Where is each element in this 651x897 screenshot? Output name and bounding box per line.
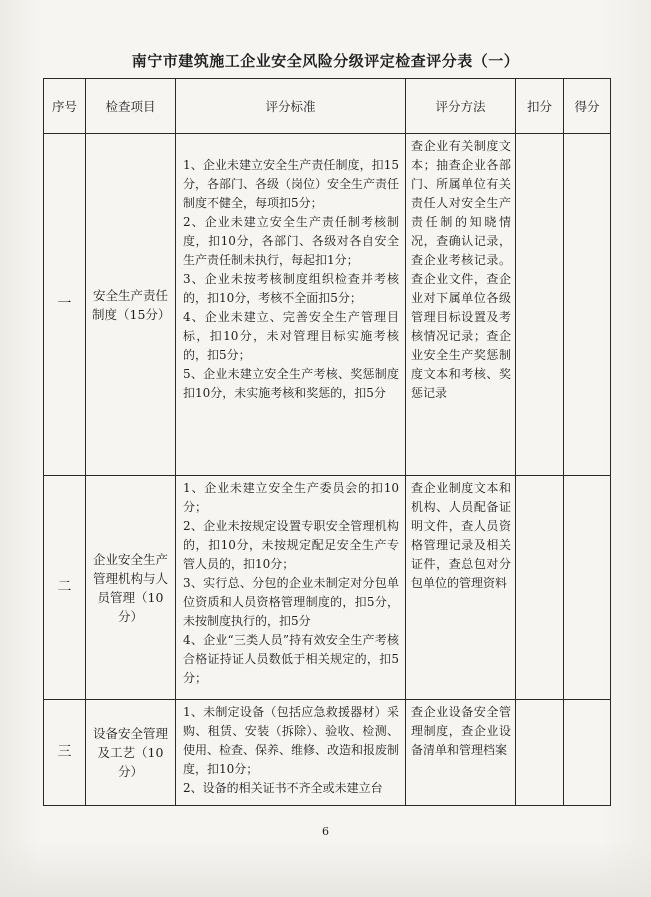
scoring-standard: [176, 134, 406, 476]
header-score: 得分: [564, 79, 611, 134]
score-cell: [564, 700, 611, 806]
standard-clause: 3、企业未按考核制度组织检查并考核的，扣10分，考核不全面扣5分；: [183, 272, 399, 305]
row-number: 一: [44, 134, 86, 476]
table-row: [44, 700, 611, 806]
scoring-standard: [176, 700, 406, 806]
standard-clause: 5、企业未建立安全生产考核、奖惩制度扣10分，未实施考核和奖惩的，扣5分: [183, 367, 399, 400]
scan-shadow: [0, 840, 651, 897]
header-deduct: 扣分: [516, 79, 564, 134]
table-row: [44, 476, 611, 700]
deduct-cell: [516, 700, 564, 806]
standard-clause: 2、企业未建立安全生产责任制考核制度，扣10分，各部门、各级对各自安全生产责任制未执行，每起扣1分；: [183, 215, 399, 267]
standard-clause: 2、设备的相关证书不齐全或未建立台: [183, 781, 383, 795]
page-title: 南宁市建筑施工企业安全风险分级评定检查评分表（一）: [131, 52, 520, 70]
standard-clause: 1、未制定设备（包括应急救援器材）采购、租赁、安装（拆除）、验收、检测、使用、检查、保养、维修、改造和报废制度，扣10分；: [183, 705, 400, 776]
header-standard: 评分标准: [176, 79, 406, 134]
header-method: 评分方法: [406, 79, 516, 134]
table-header-row: [44, 79, 611, 134]
check-item: 设备安全管理及工艺（10分）: [86, 700, 176, 806]
check-item: 安全生产责任制度（15分）: [86, 134, 176, 476]
header-item: 检查项目: [86, 79, 176, 134]
row-number: 三: [44, 700, 86, 806]
scoring-method: 查企业制度文本和机构、人员配备证明文件，查人员资格管理记录及相关证件，查总包对分包单位的管理资料: [406, 476, 516, 700]
deduct-cell: [516, 134, 564, 476]
table-row: [44, 134, 611, 476]
row-number: 二: [44, 476, 86, 700]
standard-clause: 1、企业未建立安全生产责任制度，扣15分，各部门、各级（岗位）安全生产责任制度不健全，每项扣5分；: [183, 158, 400, 210]
standard-clause: 2、企业未按规定设置专职安全管理机构的，扣10分，未按规定配足安全生产专管人员的，扣10分；: [183, 519, 399, 571]
check-item: 企业安全生产管理机构与人员管理（10分）: [86, 476, 176, 700]
standard-clause: 3、实行总、分包的企业未制定对分包单位资质和人员资格管理制度的，扣5分，未按制度执行的，扣5分: [183, 576, 399, 628]
scoring-standard: [176, 476, 406, 700]
standard-clause: 1、企业未建立安全生产委员会的扣10分；: [183, 481, 399, 514]
scoring-method: 查企业有关制度文本；抽查企业各部门、所属单位有关责任人对安全生产责任制的知晓情况，查确认记录，查企业考核记录。查企业文件，查企业对下属单位各级管理目标设置及考核情况记录；查企业安全生产奖惩制度文本和考核、奖惩记录: [406, 134, 516, 476]
page-number: 6: [322, 825, 329, 838]
header-no: 序号: [44, 79, 86, 134]
deduct-cell: [516, 476, 564, 700]
standard-clause: 4、企业未建立、完善安全生产管理目标，扣10分，未对管理目标实施考核的，扣5分；: [183, 310, 399, 362]
score-cell: [564, 476, 611, 700]
scoring-table: [43, 78, 611, 806]
score-cell: [564, 134, 611, 476]
scoring-method: 查企业设备安全管理制度，查企业设备清单和管理档案: [406, 700, 516, 806]
standard-clause: 4、企业“三类人员”持有效安全生产考核合格证持证人员数低于相关规定的，扣5分；: [183, 633, 399, 685]
